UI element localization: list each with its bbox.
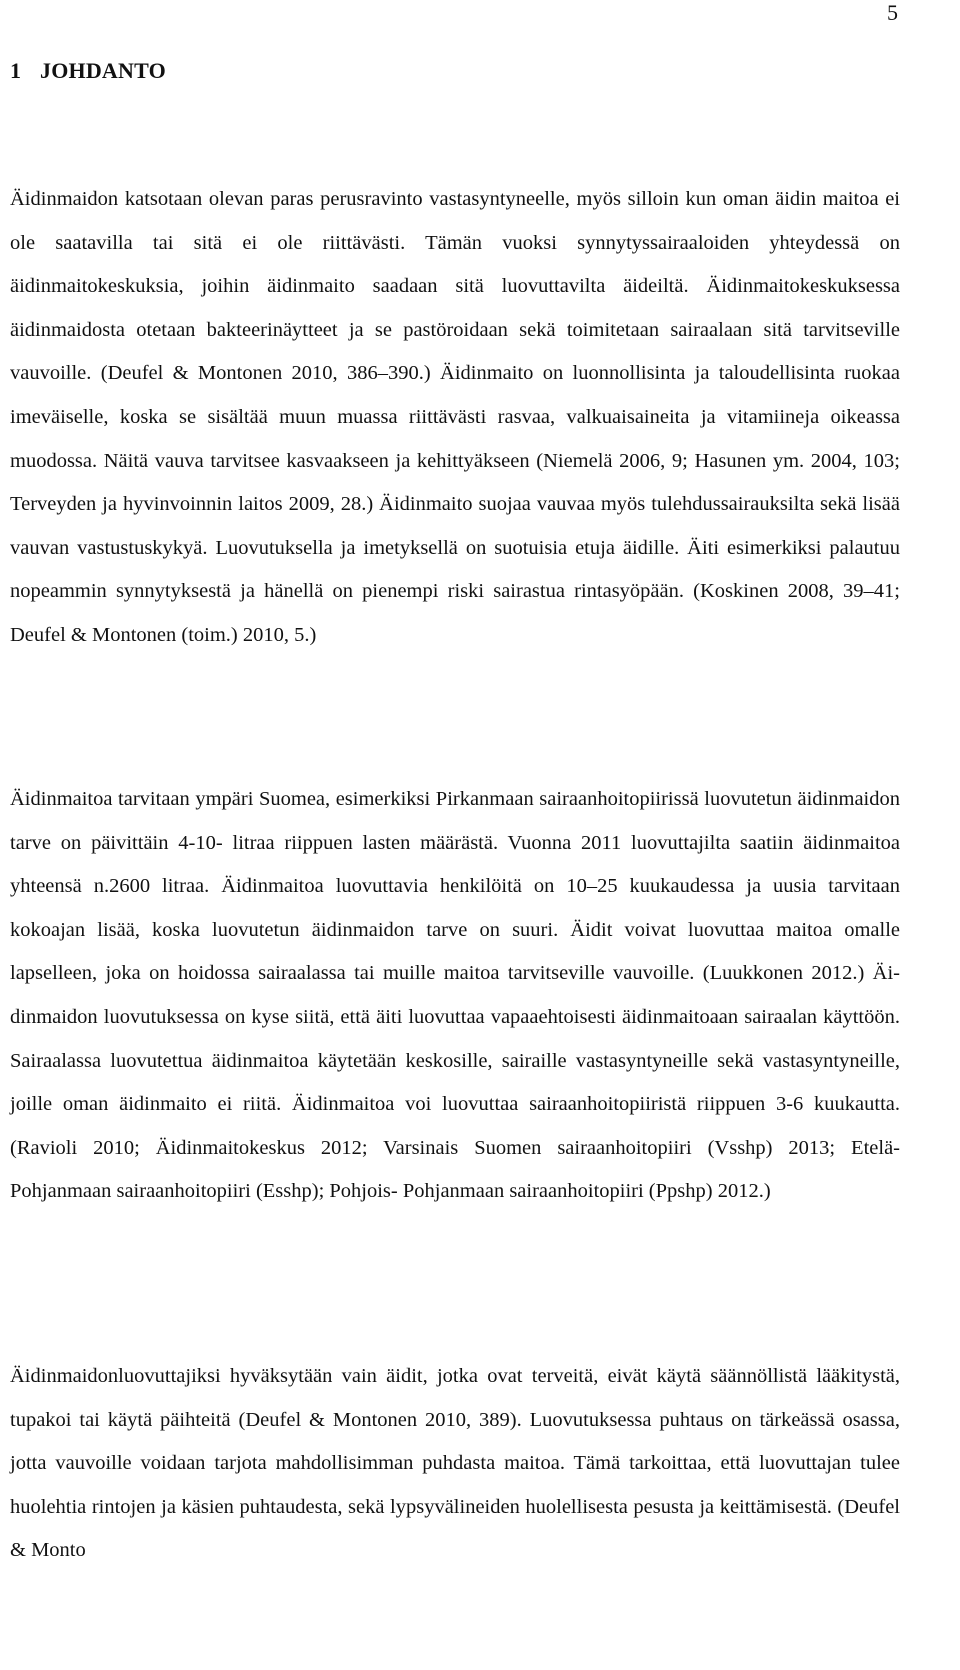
- page-number: 5: [887, 0, 898, 25]
- section-heading: [10, 56, 166, 87]
- paragraph-demand: Äidinmaitoa tarvitaan ympäri Suomea, esimerkiksi Pirkanmaan sairaanhoitopiirissä luovutetun äidinmaidon tarve on päivittäin 4-10- litraa riippuen lasten määrästä. Vuonna 2011 luovuttajilta saatiin äidinmaitoa yhteensä n.2600 litraa. Äidinmaitoa luovuttavia henkilöitä on 10–25 kuukaudessa ja uusia tarvitaan kokoajan lisää, koska luovutetun äidinmaidon tarve on suuri. Äidit voivat luovuttaa maitoa omalle lapselleen, joka on hoidossa sairaalassa tai muille maitoa tarvitseville vauvoille. (Luukkonen 2012.) Äidinmaidon luovutuksessa on kyse siitä, että äiti luovuttaa vapaaehtoisesti äidinmaitoaan sairaalan käyttöön. Sairaalassa luovutettua äidinmaitoa käytetään keskosille, sairaille vastasyntyneille sekä vastasyntyneille, joille oman äidinmaito ei riitä. Äidinmaitoa voi luovuttaa sairaanhoitopiiristä riippuen 3-6 kuukautta. (Ravioli 2010; Äidinmaitokeskus 2012; Varsinais Suomen sairaanhoitopiiri (Vsshp) 2013; Etelä- Pohjanmaan sairaanhoitopiiri (Esshp); Pohjois- Pohjanmaan sairaanhoitopiiri (Ppshp) 2012.): [10, 788, 900, 1203]
- paragraph-donor-criteria: Äidinmaidonluovuttajiksi hyväksytään vain äidit, jotka ovat terveitä, eivät käytä säännöllistä lääkitystä, tupakoi tai käytä päihteitä (Deufel & Montonen 2010, 389). Luovutuksessa puhtaus on tärkeässä osassa, jotta vauvoille voidaan tarjota mahdollisimman puhdasta maitoa. Tämä tarkoittaa, että luovuttajan tulee huolehtia rintojen ja käsien puhtaudesta, sekä lypsyvälineiden huolellisesta pesusta ja keittämisestä. (Deufel & Monto: [10, 1365, 900, 1562]
- section-number: 1: [10, 58, 22, 83]
- paragraph-intro: Äidinmaidon katsotaan olevan paras perusravinto vastasyntyneelle, myös silloin kun oman äidin maitoa ei ole saatavilla tai sitä ei ole riittävästi. Tämän vuoksi synnytyssairaaloiden yhteydessä on äidinmaitokeskuksia, joihin äidinmaito saadaan sitä luovuttavilta äideiltä. Äidinmaitokeskuksessa äidinmaidosta otetaan bakteerinäytteet ja se pastöroidaan sekä toimitetaan sairaalaan sitä tarvitseville vauvoille. (Deufel & Montonen 2010, 386–390.) Äidinmaito on luonnollisinta ja taloudellisinta ruokaa imeväiselle, koska se sisältää muun muassa riittävästi rasvaa, valkuaisaineita ja vitamiineja oikeassa muodossa. Näitä vauva tarvitsee kasvaakseen ja kehittyäkseen (Niemelä 2006, 9; Hasunen ym. 2004, 103; Terveyden ja hyvinvoinnin laitos 2009, 28.) Äidinmaito suojaa vauvaa myös tulehdussairauksilta sekä lisää vauvan vastustuskykyä. Luovutuksella ja imetyksellä on suotuisia etuja äidille. Äiti esimerkiksi palautuu nopeammin synnytyksestä ja hänellä on pienempi riski sairastua rintasyöpään. (Koskinen 2008, 39–41; Deufel & Montonen (toim.) 2010, 5.): [10, 188, 900, 646]
- section-title: JOHDANTO: [40, 58, 166, 83]
